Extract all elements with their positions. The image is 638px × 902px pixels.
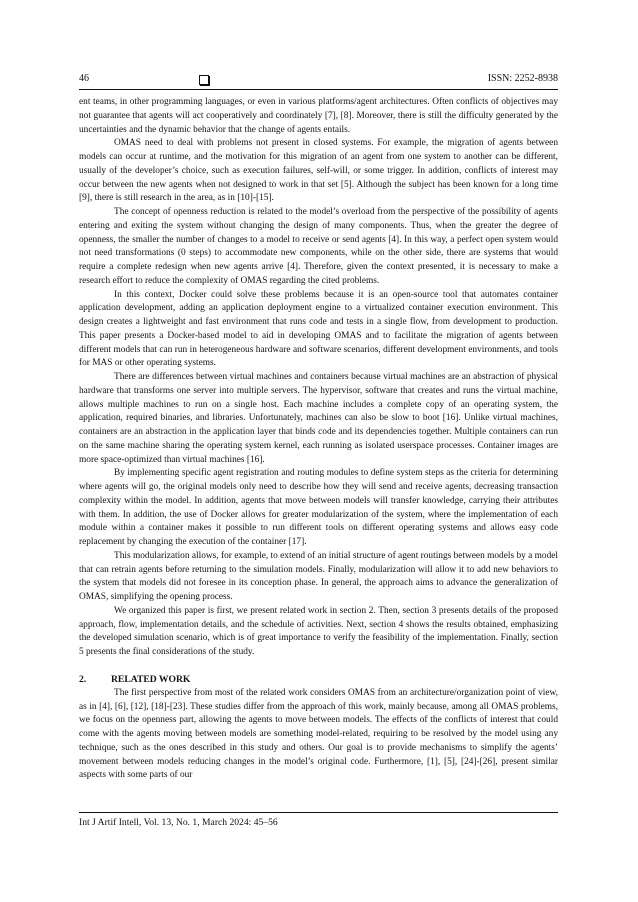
paragraph: The concept of openness reduction is related to the model’s overload from the perspective of the possibility of agents entering and exiting the system without changing the design of many components. Thus, when the greater the degree of openness, the smaller the number of changes to a model to receive or send agents [4]. In this way, a perfect open system would not need transformations (0 steps) to accommodate new components, while on the other side, there are systems that would require a complete redesign when new agents arrive [4]. Therefore, given the context presented, it is necessary to make a research effort to reduce the complexity of OMAS regarding the cited problems. (79, 207, 558, 286)
page-number: 46 (79, 73, 89, 84)
issn-label: ISSN: 2252-8938 (487, 73, 558, 84)
paragraph: OMAS need to deal with problems not present in closed systems. For example, the migration of agents between models can occur at runtime, and the motivation for this migration of an agent from one system to another can be different, usually of the developer’s choice, such as execution failures, self-will, or some trigger. In addition, conflicts of interest may occur between the new agents when not designed to work in that set [5]. Although the subject has been known for a long time [9], there is still research in the area, as in [10]-[15]. (79, 138, 558, 204)
square-icon (199, 75, 209, 85)
paragraph: We organized this paper is first, we present related work in section 2. Then, section 3 presents details of the proposed approach, flow, implementation details, and the schedule of activities. Next, section 4 shows the results obtained, emphasizing the developed simulation scenario, which is of great importance to verify the feasibility of the implementation. Finally, section 5 presents the final considerations of the study. (79, 605, 558, 657)
page-footer: Int J Artif Intell, Vol. 13, No. 1, March 2024: 45–56 (79, 817, 278, 828)
paragraph: There are differences between virtual machines and containers because virtual machines are an abstraction of physical hardware that transforms one server into multiple servers. The hypervisor, software that creates and runs the virtual machine, allows multiple machines to run on a single host. Each machine includes a complete copy of an operating system, the application, required binaries, and libraries. Unfortunately, machines can also be slow to boot [16]. Unlike virtual machines, containers are an abstraction in the application layer that binds code and its dependencies together. Multiple containers can run on the same machine sharing the operating system kernel, each running as isolated userspace processes. Container images are more space-optimized than virtual machines [16]. (79, 372, 558, 465)
header-rule (79, 89, 558, 90)
paragraph: The first perspective from most of the related work considers OMAS from an architecture/organization point of view, as in [4], [6], [12], [18]-[23]. These studies differ from the approach of this work, mainly because, among all OMAS problems, we focus on the openness part, allowing the agents to move between models. The effects of the conflicts of interest that could come with the agents moving between models are something model-related, requiring to be resolved by the model using any technique, such as the ones described in this study and others. Our goal is to provide mechanisms to simplify the agents’ movement between models reducing changes in the model’s original code. Furthermore, [1], [5], [24]-[26], present similar aspects with some parts of our (79, 687, 558, 781)
section-heading (79, 673, 558, 687)
section-title: RELATED WORK (111, 673, 191, 685)
body-text (79, 96, 558, 783)
paragraph: ent teams, in other programming languages, or even in various platforms/agent architectures. Often conflicts of objectives may not guarantee that agents will act cooperatively and coordinately [7], [8]. Moreover, there is still the difficulty generated by the uncertainties and the dynamic behavior that the change of agents entails. (79, 97, 558, 135)
section-number: 2. (79, 673, 87, 685)
paragraph: In this context, Docker could solve these problems because it is an open-source tool that automates container application development, adding an application deployment engine to a virtualized container execution environment. This design creates a lightweight and fast environment that runs code and tests in a single flow, from development to production. This paper presents a Docker-based model to aid in developing OMAS and to facilitate the migration of agents between different models that can run in heterogeneous hardware and software scenarios, different development environments, and tools for MAS or other operating systems. (79, 289, 558, 369)
paragraph: By implementing specific agent registration and routing modules to define system steps as the criteria for determining where agents will go, the original models only need to describe how they will send and receive agents, decreasing transaction complexity within the model. In addition, agents that move between models will transfer knowledge, carrying their attributes with them. In addition, the use of Docker allows for greater modularization of the system, where the implementation of each module within a container makes it possible to run different tools on different operating systems and allows easy code replacement by changing the execution of the container [17]. (79, 468, 558, 547)
paragraph: This modularization allows, for example, to extend of an initial structure of agent routings between models by a model that can retrain agents before returning to the simulation models. Finally, modularization will allow it to add new behaviors to the system that models did not foresee in its conception phase. In general, the approach aims to advance the generalization of OMAS, simplifying the opening process. (79, 550, 558, 602)
footer-rule (79, 812, 558, 813)
